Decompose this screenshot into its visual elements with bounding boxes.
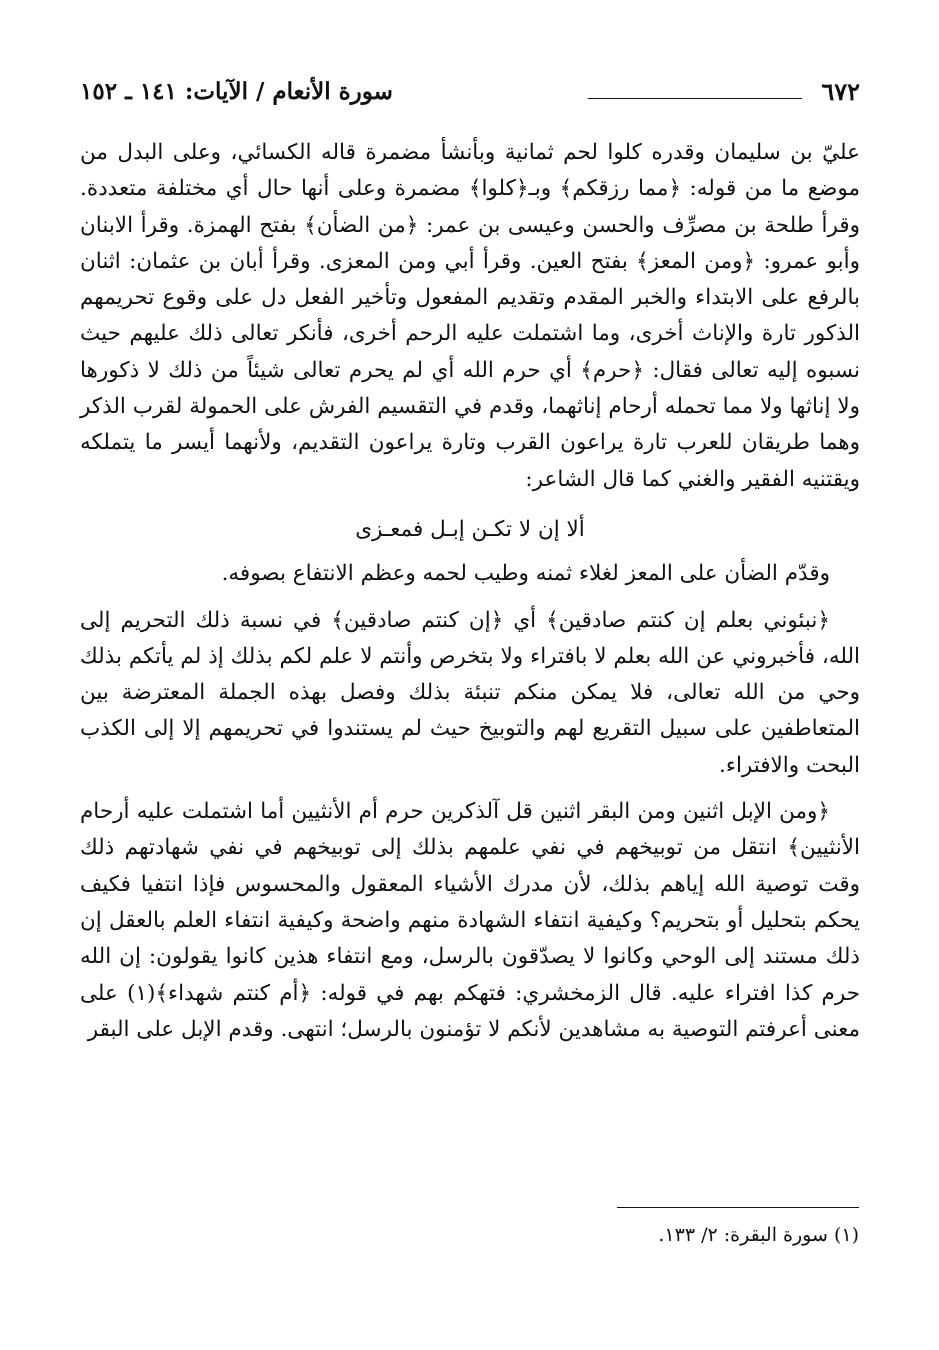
running-title: سورة الأنعام / الآيات: ١٤١ ـ ١٥٢ — [80, 78, 393, 105]
footnote: (١) سورة البقرة: ٢/ ١٣٣. — [658, 1224, 859, 1246]
paragraph-1: عليّ بن سليمان وقدره كلوا لحم ثمانية وبأنشأ مضمرة قاله الكسائي، وعلى البدل من موضع ما من قوله: ﴿مما رزقكم﴾ وبـ﴿كلوا﴾ مضمرة وعلى أنها حال أي مختلفة متعددة. وقرأ طلحة بن مصرِّف والحسن وعيسى بن عمر: ﴿من الضأن﴾ بفتح الهمزة. وقرأ الابنان وأبو عمرو: ﴿ومن المعز﴾ بفتح العين. وقرأ أبي ومن المعزى. وقرأ أبان بن عثمان: اثنان بالرفع على الابتداء والخبر المقدم وتقديم المفعول وتأخير الفعل دل على وقوع تحريمهم الذكور تارة والإناث أخرى، وما اشتملت عليه الرحم أخرى، فأنكر تعالى ذلك عليهم حيث نسبوه إليه تعالى فقال: ﴿حرم﴾ أي حرم الله أي لم يحرم تعالى شيئاً من ذلك لا ذكورها ولا إناثها ولا مما تحمله أرحام إناثهما، وقدم في التقسيم الفرش على الحمولة لقرب الذكر وهما طريقان للعرب تارة يراعون القرب وتارة يراعون التقديم، ولأنهما أيسر ما يتملكه ويقتنيه الفقير والغني كما قال الشاعر: — [80, 140, 860, 492]
paragraph-4: ﴿ومن الإبل اثنين ومن البقر اثنين قل آلذكرين حرم أم الأنثيين أما اشتملت عليه أرحام الأنثيين﴾ انتقل من توبيخهم في نفي علمهم بذلك إلى توبيخهم في نفي شهادتهم ذلك وقت توصية الله إياهم بذلك، لأن مدرك الأشياء المعقول والمحسوس فإذا انتفيا فكيف يحكم بتحليل أو بتحريم؟ وكيفية انتفاء الشهادة منهم واضحة وكيفية انتفاء العلم بالعقل إن ذلك مستند إلى الوحي وكانوا لا يصدّقون بالرسل، ومع انتفاء هذين كانوا يقولون: إن الله حرم كذا افتراء عليه. قال الزمخشري: فتهكم بهم في قوله: ﴿أم كنتم شهداء﴾(١) على معنى أعرفتم التوصية به مشاهدين لأنكم لا تؤمنون بالرسل؛ انتهى. وقدم الإبل على البقر — [80, 799, 860, 1042]
footnote-rule — [617, 1207, 859, 1208]
page-number: ٦٧٢ — [821, 77, 860, 106]
main-text — [80, 135, 860, 1048]
page-header — [80, 74, 860, 114]
paragraph-3: ﴿نبئوني بعلم إن كنتم صادقين﴾ أي ﴿إن كنتم صادقين﴾ في نسبة ذلك التحريم إلى الله، فأخبروني عن الله بعلم لا بافتراء ولا بتخرص وأنتم لا علم لكم بذلك إذ لم يأتكم بذلك وحي من الله تعالى، فلا يمكن منكم تنبئة بذلك وفصل بهذه الجملة المعترضة بين المتعاطفين على سبيل التقريع لهم والتوبيخ حيث لم يستندوا في تحريمهم إلا إلى الكذب البحت والافتراء. — [80, 607, 860, 778]
poetry-verse: ألا إن لا تكـن إبـل فمعـزى — [355, 516, 585, 542]
paragraph-2: وقدّم الضأن على المعز لغلاء ثمنه وطيب لحمه وعظم الانتفاع بصوفه. — [221, 561, 830, 587]
header-rule — [588, 98, 802, 99]
